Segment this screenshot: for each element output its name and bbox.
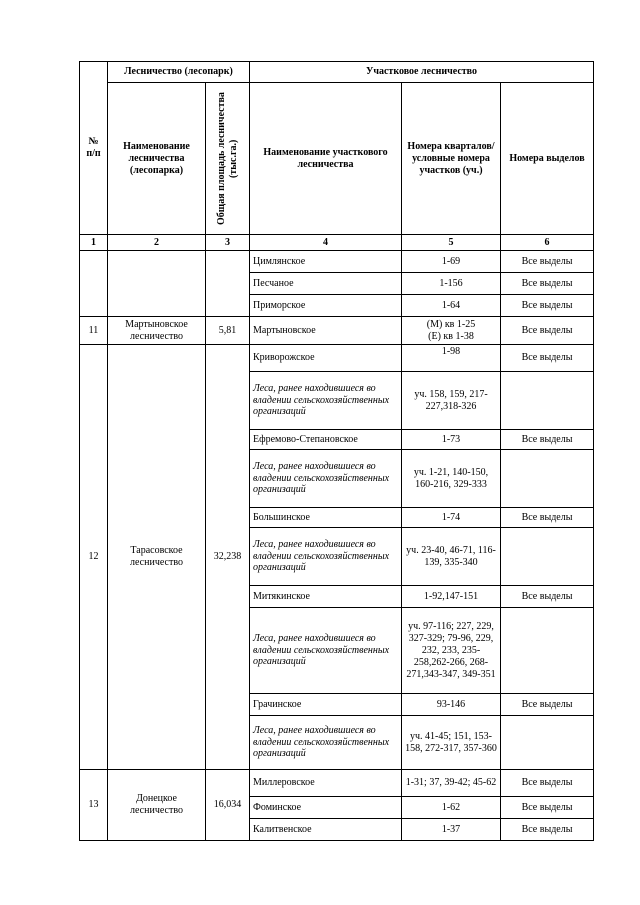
header-num: № п/п (80, 62, 108, 235)
header-district-group: Участковое лесничество (250, 62, 594, 83)
header-quarters: Номера кварталов/ условные номера участков (уч.) (402, 83, 501, 235)
quarters-cell: 1-74 (402, 508, 501, 528)
district-name: Леса, ранее находившиеся во владении сельскохозяйственных организаций (250, 716, 402, 770)
table-row (80, 317, 594, 345)
plots-cell: Все выделы (501, 273, 594, 295)
district-name: Цимлянское (250, 251, 402, 273)
row-num: 12 (80, 345, 108, 770)
district-name: Песчаное (250, 273, 402, 295)
forestry-area: 32,238 (206, 345, 250, 770)
empty-area-cell (206, 251, 250, 317)
quarters-cell: 1-69 (402, 251, 501, 273)
plots-cell: Все выделы (501, 819, 594, 841)
forestry-table (79, 61, 594, 841)
header-forestry-name: Наименование лесничества (лесопарка) (108, 83, 206, 235)
header-row-2 (80, 83, 594, 235)
quarters-cell: уч. 1-21, 140-150, 160-216, 329-333 (402, 450, 501, 508)
header-row-1 (80, 62, 594, 83)
quarters-cell: уч. 41-45; 151, 153-158, 272-317, 357-360 (402, 716, 501, 770)
district-name: Грачинское (250, 694, 402, 716)
quarters-cell: 1-73 (402, 430, 501, 450)
table-row (80, 345, 594, 372)
plots-cell (501, 716, 594, 770)
district-name: Мартыновское (250, 317, 402, 345)
column-number: 5 (402, 235, 501, 251)
forestry-area: 16,034 (206, 770, 250, 841)
quarters-line: (М) кв 1-25 (426, 318, 476, 330)
table-row (80, 770, 594, 797)
quarters-cell: 1-98 (402, 345, 501, 372)
empty-num-cell (80, 251, 108, 317)
quarters-cell (402, 317, 501, 345)
quarters-cell: 1-156 (402, 273, 501, 295)
plots-cell: Все выделы (501, 586, 594, 608)
plots-cell (501, 372, 594, 430)
plots-cell (501, 608, 594, 694)
plots-cell: Все выделы (501, 295, 594, 317)
plots-cell: Все выделы (501, 770, 594, 797)
quarters-line: (Е) кв 1-38 (428, 330, 474, 342)
plots-cell (501, 528, 594, 586)
column-number: 3 (206, 235, 250, 251)
empty-forestry-cell (108, 251, 206, 317)
district-name: Большинское (250, 508, 402, 528)
header-district-name: Наименование участкового лесничества (250, 83, 402, 235)
quarters-cell: 1-31; 37, 39-42; 45-62 (402, 770, 501, 797)
district-name: Ефремово-Степановское (250, 430, 402, 450)
quarters-cell: 1-62 (402, 797, 501, 819)
district-name: Приморское (250, 295, 402, 317)
quarters-cell: 1-37 (402, 819, 501, 841)
district-name: Калитвенское (250, 819, 402, 841)
district-name: Леса, ранее находившиеся во владении сельскохозяйственных организаций (250, 528, 402, 586)
column-number: 4 (250, 235, 402, 251)
plots-cell: Все выделы (501, 317, 594, 345)
table-row (80, 251, 594, 273)
district-name: Леса, ранее находившиеся во владении сельскохозяйственных организаций (250, 450, 402, 508)
forestry-name: Донецкое лесничество (108, 770, 206, 841)
district-name: Криворожское (250, 345, 402, 372)
plots-cell: Все выделы (501, 797, 594, 819)
district-name: Фоминское (250, 797, 402, 819)
column-number: 1 (80, 235, 108, 251)
column-number: 6 (501, 235, 594, 251)
plots-cell: Все выделы (501, 430, 594, 450)
header-plots: Номера выделов (501, 83, 594, 235)
column-number: 2 (108, 235, 206, 251)
plots-cell: Все выделы (501, 251, 594, 273)
header-area-text: Общая площадь лесничества (тыс.га.) (215, 92, 239, 225)
quarters-cell: 1-64 (402, 295, 501, 317)
plots-cell: Все выделы (501, 694, 594, 716)
forestry-name: Тарасовское лесничество (108, 345, 206, 770)
quarters-cell: уч. 158, 159, 217-227,318-326 (402, 372, 501, 430)
district-name: Леса, ранее находившиеся во владении сельскохозяйственных организаций (250, 608, 402, 694)
quarters-cell: 93-146 (402, 694, 501, 716)
header-forestry-group: Лесничество (лесопарк) (108, 62, 250, 83)
quarters-cell: 1-92,147-151 (402, 586, 501, 608)
row-num: 11 (80, 317, 108, 345)
quarters-cell: уч. 23-40, 46-71, 116-139, 335-340 (402, 528, 501, 586)
plots-cell: Все выделы (501, 508, 594, 528)
plots-cell: Все выделы (501, 345, 594, 372)
district-name: Митякинское (250, 586, 402, 608)
row-num: 13 (80, 770, 108, 841)
district-name: Миллеровское (250, 770, 402, 797)
quarters-cell: уч. 97-116; 227, 229, 327-329; 79-96, 229, 232, 233, 235-258,262-266, 268-271,343-347, 349-351 (402, 608, 501, 694)
forestry-area: 5,81 (206, 317, 250, 345)
district-name: Леса, ранее находившиеся во владении сельскохозяйственных организаций (250, 372, 402, 430)
plots-cell (501, 450, 594, 508)
forestry-name: Мартыновское лесничество (108, 317, 206, 345)
column-number-row (80, 235, 594, 251)
header-area (206, 83, 250, 235)
